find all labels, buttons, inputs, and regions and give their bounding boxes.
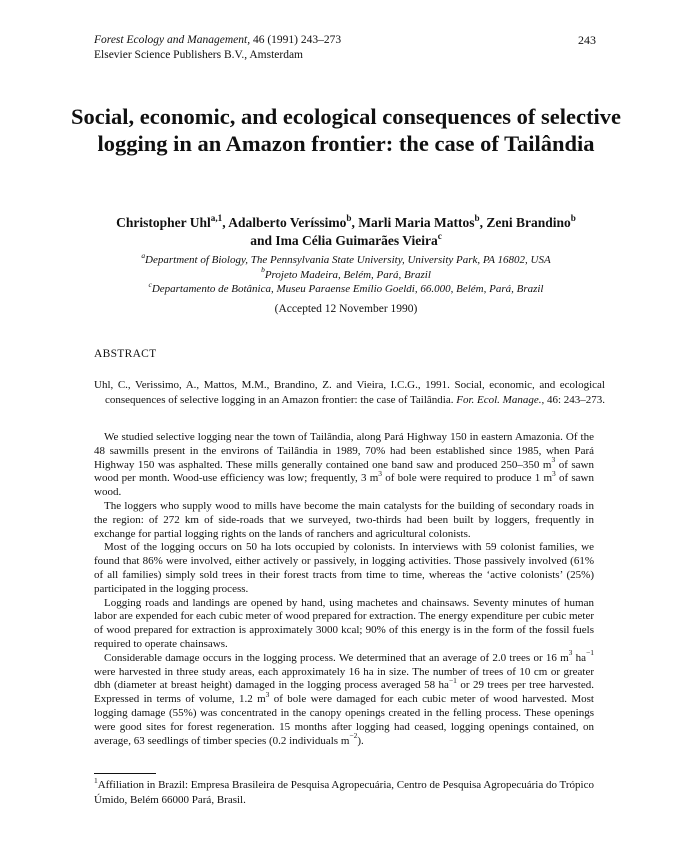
abstract-text: ).	[357, 734, 364, 747]
author-name: , Zeni Brandino	[479, 215, 571, 230]
reference-citation	[94, 378, 605, 407]
abstract-text: of sawn wood per month. Wood-use efficiency was low; frequently, 3 m	[94, 458, 594, 485]
reference-end: 46: 243–273.	[544, 393, 606, 406]
author-affil-mark: b	[346, 212, 352, 223]
journal-line	[94, 33, 341, 48]
abstract-text: of bole were damaged for each cubic meter of wood harvested. Most logging damage (55%) was concentrated in the canopy openings created in the felling process. These openings were good sites for forest regeneration. 15 months after logging had ceased, logging openings contained, on average, 63 seedlings of timber species (0.2 individuals m	[94, 693, 594, 747]
superscript: −2	[349, 731, 358, 741]
affiliation-mark: b	[261, 265, 265, 275]
affiliation-text: Projeto Madeira, Belém, Pará, Brazil	[264, 268, 431, 281]
running-header	[94, 33, 341, 63]
affiliation	[60, 279, 632, 297]
superscript: −1	[448, 675, 457, 685]
abstract-paragraph	[94, 431, 594, 500]
paper-title: Social, economic, and ecological consequences of selective logging in an Amazon frontier: the case of Tailândia	[71, 104, 621, 156]
affiliation-mark: a	[141, 250, 146, 260]
abstract-text: were harvested in three study areas, each approximately 16 ha in size. The number of trees of 10 cm or greater dbh (diameter at breast height) damaged in the logging process averaged 58 ha	[94, 665, 594, 692]
affiliation-mark: c	[148, 279, 152, 289]
journal-name: Forest Ecology and Management,	[94, 34, 251, 46]
footnote-rule	[94, 773, 156, 774]
journal-citation: 46 (1991) 243–273	[250, 34, 342, 46]
superscript: −1	[586, 648, 594, 658]
abstract-text: ha	[572, 651, 587, 664]
author-name: , Adalberto Veríssimo	[222, 215, 347, 230]
affiliation-text: Departamento de Botânica, Museu Paraense Emílio Goeldi, 66.000, Belém, Pará, Brazil	[151, 283, 544, 295]
abstract-text: of bole were required to produce 1 m	[382, 472, 553, 485]
author-affil-mark: b	[570, 212, 576, 223]
abstract-heading: ABSTRACT	[94, 348, 157, 360]
footnote	[94, 775, 594, 807]
abstract-text: Considerable damage occurs in the logging process. We determined that an average of 2.0 trees or 16 m	[104, 651, 569, 664]
abstract-text: or 29 trees per tree harvested. Expressed in terms of volume, 1.2 m	[94, 679, 594, 706]
abstract-paragraph: The loggers who supply wood to mills have become the main catalysts for the building of secondary roads in the region: of 272 km of side-roads that we surveyed, two-thirds had been built by loggers, frequently in exchange for partial logging rights on the lands of ranchers and agricultural colonists.	[94, 499, 594, 540]
superscript: 3	[552, 469, 556, 478]
affiliation	[60, 265, 632, 283]
superscript: 3	[378, 469, 383, 478]
footnote-mark: 1	[94, 775, 98, 785]
abstract-paragraph: Logging roads and landings are opened by hand, using machetes and chainsaws. Seventy minutes of human labor are expended for each cubic meter of wood prepared for extraction. The energy expenditure per cubic meter of wood prepared for extraction is approximately 3000 kcal; 90% of this energy is in the form of the fossil fuels required to operate chainsaws.	[94, 596, 594, 650]
footnote-text: Affiliation in Brazil: Empresa Brasileira de Pesquisa Agropecuária, Centro de Pesquisa Agropecuária do Trópico Úmido, Belém 66000 Pará, Brasil.	[94, 779, 594, 806]
abstract-body	[94, 431, 594, 748]
affiliation-text: Department of Biology, The Pennsylvania State University, University Park, PA 16802, USA	[145, 254, 551, 266]
reference-journal: For. Ecol. Manage.,	[456, 393, 545, 406]
affiliation	[60, 250, 632, 268]
abstract-paragraph	[94, 648, 594, 749]
author-list	[60, 214, 632, 250]
abstract-text: of sawn wood.	[94, 472, 594, 499]
affiliation-list	[60, 250, 632, 297]
superscript: 3	[265, 689, 270, 699]
page-number: 243	[578, 33, 596, 47]
author-affil-mark: b	[474, 212, 480, 223]
author-affil-mark: a,1	[210, 212, 223, 223]
author-name: , Marli Maria Mattos	[351, 215, 475, 230]
abstract-paragraph: Most of the logging occurs on 50 ha lots occupied by colonists. In interviews with 59 colonist families, we found that 86% were involved, either actively or passively, in logging activities. Those passively involved (61% of all families) simply sold trees in their forest tracts from time to time, whereas the ‘active colonists’ (25%) participated in the logging process.	[94, 541, 594, 595]
superscript: 3	[568, 648, 573, 658]
superscript: 3	[551, 455, 556, 465]
abstract-text: We studied selective logging near the town of Tailândia, along Pará Highway 150 in eastern Amazonia. Of the 48 sawmills present in the environs of Tailândia in 1989, 70% had been established since 1985, when Pará Highway 150 was asphalted. These mills generally contained one band saw and produced 250–350 m	[94, 431, 594, 471]
author-affil-mark: c	[437, 230, 442, 241]
reference-main: Uhl, C., Verissimo, A., Mattos, M.M., Brandino, Z. and Vieira, I.C.G., 1991. Social, economic, and ecological consequences of selective logging in an Amazon frontier: the case of Tailândia.	[94, 379, 605, 406]
author-name: Christopher Uhl	[116, 215, 211, 230]
publisher-line: Elsevier Science Publishers B.V., Amsterdam	[94, 49, 303, 61]
accepted-date: (Accepted 12 November 1990)	[274, 303, 418, 315]
author-name: and Ima Célia Guimarães Vieira	[250, 233, 438, 248]
